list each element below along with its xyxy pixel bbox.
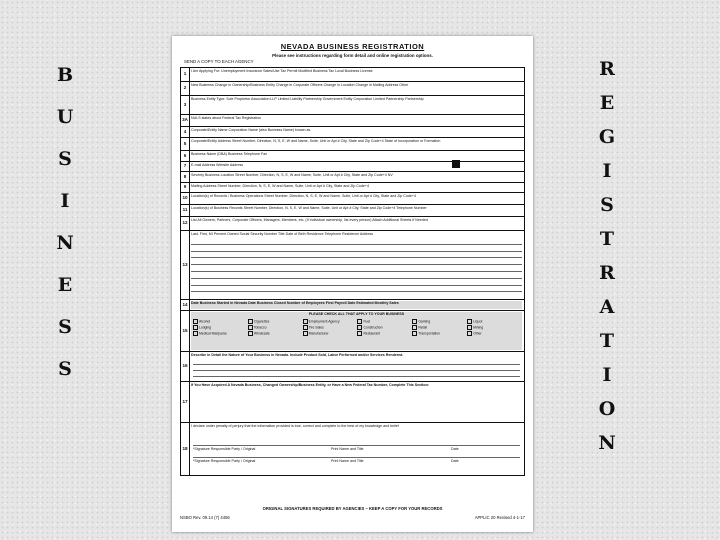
letter: E [57, 274, 73, 296]
checkbox-icon[interactable] [357, 319, 362, 324]
checkbox-label: Wholesale [253, 331, 270, 336]
owner-table-line [191, 285, 522, 286]
send-copy-note: SEND A COPY TO EACH AGENCY [184, 59, 254, 64]
row-text: I Am Applying For: Unemployment Insurance Sales/Use Tax Permit Modified Business Tax Local Business License [191, 69, 373, 73]
checkbox-item[interactable] [303, 331, 356, 336]
checkbox-item[interactable] [248, 319, 301, 324]
checkbox-label: Mining [473, 325, 484, 330]
form-row [181, 162, 524, 172]
form-instructions: Please see instructions regarding form detail and online registration options. [272, 53, 433, 58]
row-number: 11 [181, 205, 190, 216]
row-text: NULS states about Federal Tax Registration [191, 116, 262, 120]
row-text: Seventy Business Location Street Number, Direction, N, S, E, W and Name, Suite, Unit or Apt # City, State and Zip Code+4 NV [191, 173, 393, 177]
row-text: List All Owners, Partners, Corporate Officers, Managers, Members, etc. (If Individual ownership, list every person) Attach Additional Sheets If Needed [191, 218, 428, 222]
description-line [193, 370, 520, 371]
letter: S [600, 194, 614, 216]
checkbox-icon[interactable] [357, 331, 362, 336]
row-text: Corporate/Entity Address Street Number, Direction, N, S, E, W and Name, Suite, Unit or Apt # City, State and Zip Code+4 State of Incorporation or Formation [191, 139, 441, 143]
checkbox-item[interactable] [467, 325, 520, 330]
form-row [181, 352, 524, 382]
checkbox-icon[interactable] [193, 325, 198, 330]
checkbox-item[interactable] [193, 325, 246, 330]
owner-table-line [191, 278, 522, 279]
description-line [193, 364, 520, 365]
owner-table-line [191, 291, 522, 292]
footer-title: ORIGINAL SIGNATURES REQUIRED BY AGENCIES – KEEP A COPY FOR YOUR RECORDS [262, 506, 443, 511]
letter: T [599, 228, 615, 250]
row-text: Date Business Started in Nevada Date Business Closed Number of Employees First Payroll Date Estimated Monthly Sales [191, 301, 522, 309]
checkbox-icon[interactable] [303, 325, 308, 330]
checkbox-icon[interactable] [412, 319, 417, 324]
checkbox-label: Restaurant [363, 331, 381, 336]
letter: A [599, 296, 615, 318]
owner-table-line [191, 271, 522, 272]
checkbox-icon[interactable] [193, 319, 198, 324]
checkbox-label: Other [473, 331, 482, 336]
checkbox-label: Fuel [363, 319, 371, 324]
letter: N [598, 432, 616, 454]
letter: N [56, 232, 74, 254]
form-row [181, 151, 524, 162]
form-row [181, 423, 524, 476]
description-line [193, 376, 520, 377]
checkbox-label: Employment Agency [308, 319, 340, 324]
checkbox-icon[interactable] [467, 319, 472, 324]
row-number: 10 [181, 193, 190, 204]
row-text: E-mail Address Website Address [191, 163, 244, 167]
form-row [181, 311, 524, 352]
letter: O [598, 398, 616, 420]
checkbox-label: Construction [363, 325, 383, 330]
row-number: 5 [181, 138, 190, 150]
checkbox-label: Liquor [473, 319, 483, 324]
letter: U [56, 106, 74, 128]
form-row [181, 68, 524, 82]
checkbox-icon[interactable] [467, 331, 472, 336]
owner-table-line [191, 244, 522, 245]
checkbox-label: Gaming [418, 319, 431, 324]
row-text: Describe in Detail the Nature of Your Business in Nevada. Include Product Sold, Labor Performed and/or Services Rendered. [191, 353, 404, 357]
form-row [181, 115, 524, 127]
signature-line [193, 445, 520, 446]
checkbox-item[interactable] [412, 325, 465, 330]
form-row [181, 138, 524, 151]
row-number: 15 [181, 311, 190, 351]
row-text: Location(s) of Records / Business Operations Street Number, Direction, N, S, E, W and Name, Suite, Unit or Apt # City, State and Zip Code+4 [191, 194, 416, 198]
row-number: 8 [181, 172, 190, 182]
checkbox-item[interactable] [303, 319, 356, 324]
form-row [181, 300, 524, 311]
registration-form [172, 36, 533, 532]
letter: I [602, 160, 612, 182]
row-number: 9 [181, 183, 190, 192]
letter: I [60, 190, 70, 212]
business-type-checkboxes [193, 319, 520, 336]
checkbox-item[interactable] [357, 319, 410, 324]
owner-table-line [191, 264, 522, 265]
checkbox-label: Medical Marijuana [199, 331, 227, 336]
row-number: 18 [181, 423, 190, 475]
letter: G [598, 126, 616, 148]
letter: B [56, 64, 74, 86]
row-text: Mailing Address Street Number, Direction, N, S, E, W and Name, Suite, Unit or Apt # City, State and Zip Code+4 [191, 184, 370, 188]
letter: S [58, 148, 72, 170]
checkbox-label: Tire Sales [308, 325, 324, 330]
form-row [181, 231, 524, 300]
checkbox-item[interactable] [412, 331, 465, 336]
checkbox-icon[interactable] [412, 325, 417, 330]
signature-label: *Signature Responsible Party / Original [193, 447, 256, 451]
letter: E [599, 92, 615, 114]
form-row [181, 193, 524, 205]
checkbox-label: Lodging [199, 325, 212, 330]
signature-label: *Signature Responsible Party / Original [193, 459, 256, 463]
row-number: 7 [181, 162, 190, 171]
checkbox-icon[interactable] [248, 331, 253, 336]
checkbox-item[interactable] [467, 331, 520, 336]
letter: S [58, 316, 72, 338]
form-row [181, 382, 524, 423]
letter: I [602, 364, 612, 386]
checkbox-icon[interactable] [467, 325, 472, 330]
row-text: Location(s) of Business Records Street Number, Direction, N, S, E, W and Name, Suite, Unit or Apt # City, State and Zip Code+4 Telephone Number [191, 206, 427, 210]
row-number: 6 [181, 151, 190, 161]
row-text: PLEASE CHECK ALL THAT APPLY TO YOUR BUSINESS [191, 312, 522, 350]
checkbox-label: Retail [418, 325, 427, 330]
section-marker [452, 160, 460, 168]
row-text: I declare under penalty of perjury that the information provided is true, correct and complete to the best of my knowledge and belief [191, 424, 399, 428]
form-row [181, 205, 524, 217]
row-number: 12 [181, 217, 190, 230]
row-text: Last, First, MI Percent Owned Social Security Number Title Date of Birth Residence Telephone Residence Address [191, 232, 374, 236]
row-number: 4 [181, 127, 190, 137]
row-number: 13 [181, 231, 190, 299]
checkbox-item[interactable] [357, 325, 410, 330]
form-number: NSBO Rev. 09.14 (7) 4456 [180, 515, 230, 520]
checkbox-icon[interactable] [248, 325, 253, 330]
checkbox-item[interactable] [248, 325, 301, 330]
row-number: 17 [181, 382, 190, 422]
letter: S [58, 358, 72, 380]
checkbox-item[interactable] [248, 331, 301, 336]
row-text: If You Have Acquired A Nevada Business, Changed Ownership/Business Entity, or Have a New Federal Tax Number, Complete This Section: [191, 383, 429, 387]
checkbox-icon[interactable] [357, 325, 362, 330]
form-row [181, 183, 524, 193]
date-label: Date [451, 447, 459, 451]
checkbox-item[interactable] [412, 319, 465, 324]
row-number: 3 [181, 96, 190, 114]
letter: T [599, 330, 615, 352]
row-number: 2 [181, 82, 190, 95]
checkbox-label: Manufacturer [308, 331, 329, 336]
checkbox-item[interactable] [303, 325, 356, 330]
checkbox-icon[interactable] [193, 331, 198, 336]
checkbox-item[interactable] [467, 319, 520, 324]
owner-table-line [191, 251, 522, 252]
date-label: Date [451, 459, 459, 463]
form-row [181, 82, 524, 96]
row-text: Business Entity Type: Sole Proprietor Association LLP Limited Liability Partnership Government Entity Corporation Limited Partnership Partnership [191, 97, 424, 101]
form-row [181, 217, 524, 231]
row-number: 3A [181, 115, 190, 126]
print-name-label: Print Name and Title [331, 447, 364, 451]
checkbox-icon[interactable] [248, 319, 253, 324]
checkbox-label: Tobacco [253, 325, 267, 330]
checkbox-item[interactable] [193, 319, 246, 324]
form-row [181, 127, 524, 138]
vertical-word-registration [592, 58, 622, 454]
row-number: 16 [181, 352, 190, 381]
checkbox-label: Transportation [418, 331, 441, 336]
checkbox-icon[interactable] [303, 319, 308, 324]
checkbox-label: Cigarettes [253, 319, 270, 324]
row-number: 1 [181, 68, 190, 81]
checkbox-icon[interactable] [412, 331, 417, 336]
form-row [181, 96, 524, 115]
form-revised: APPLIC 20 Revised 4-1-17 [474, 515, 525, 520]
print-name-label: Print Name and Title [331, 459, 364, 463]
form-rows [180, 67, 525, 476]
owner-table-line [191, 257, 522, 258]
checkbox-label: Alcohol [199, 319, 211, 324]
form-title: NEVADA BUSINESS REGISTRATION [280, 42, 425, 51]
signature-line [193, 457, 520, 458]
vertical-word-business [50, 64, 80, 380]
letter: R [599, 58, 615, 80]
checkbox-item[interactable] [357, 331, 410, 336]
checkbox-item[interactable] [193, 331, 246, 336]
checkbox-icon[interactable] [303, 331, 308, 336]
row-text: Business Name (DBA) Business Telephone Fax [191, 152, 268, 156]
letter: R [599, 262, 615, 284]
row-text: Corporate/Entity Name Corporation Name (also Business Name) known as [191, 128, 311, 132]
form-row [181, 172, 524, 183]
row-text: New Business Change in Ownership/Business Entity Change in Corporate Officers Change in Location Change in Mailing Address Other [191, 83, 409, 87]
row-number: 14 [181, 300, 190, 310]
